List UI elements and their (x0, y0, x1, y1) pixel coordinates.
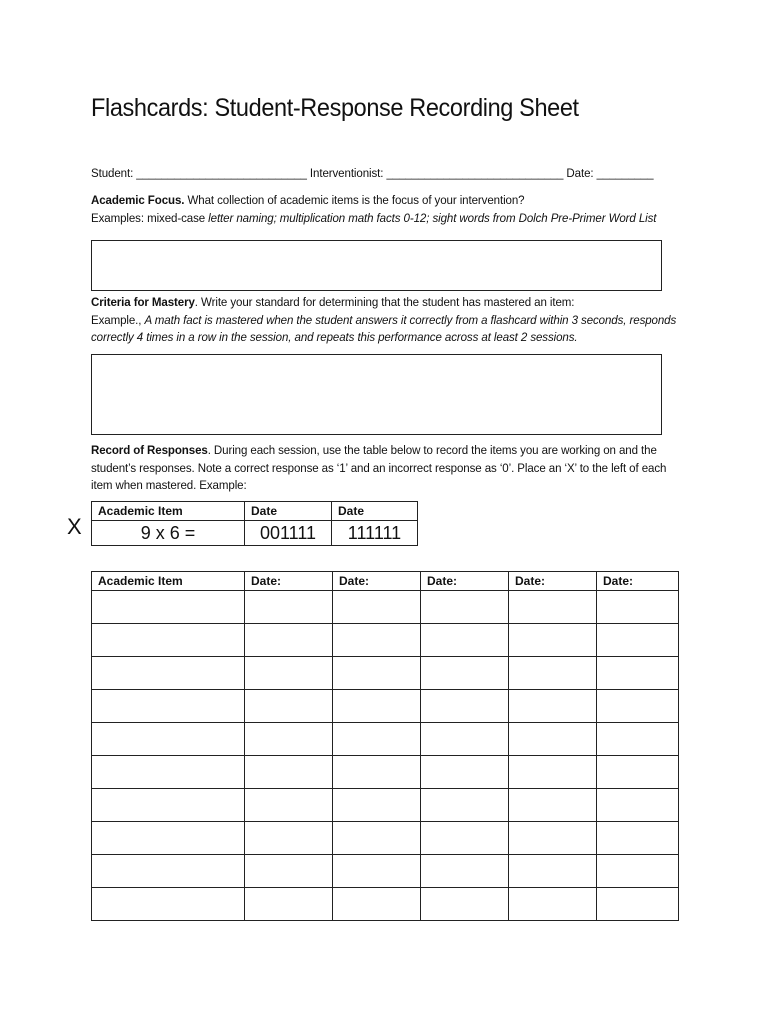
academic-item-cell[interactable] (92, 723, 245, 756)
record-table-body (92, 591, 679, 921)
table-row (92, 624, 679, 657)
record-header-date-5: Date: (597, 572, 679, 591)
record-header-date-2: Date: (333, 572, 421, 591)
response-cell[interactable] (421, 756, 509, 789)
response-cell[interactable] (509, 624, 597, 657)
table-row (92, 657, 679, 690)
response-cell[interactable] (333, 888, 421, 921)
example-table (91, 501, 418, 546)
academic-item-cell[interactable] (92, 888, 245, 921)
mastered-mark: X (67, 514, 82, 539)
record-header-item: Academic Item (92, 572, 245, 591)
response-cell[interactable] (333, 591, 421, 624)
example-table-value-row (92, 521, 418, 546)
table-row (92, 822, 679, 855)
example-table-header-row (92, 502, 418, 521)
example-date-2-value: 111111 (332, 521, 418, 546)
response-cell[interactable] (421, 690, 509, 723)
response-cell[interactable] (509, 723, 597, 756)
response-cell[interactable] (421, 855, 509, 888)
criteria-example-text1: A math fact is mastered when the student answers it correctly from a flashcard within 3 seconds, responds (144, 313, 677, 327)
record-table-header-row (92, 572, 679, 591)
criteria-prompt (91, 295, 574, 309)
header-fields: Student: ___________________________ Interventionist: ____________________________ Date: _________ (91, 166, 654, 180)
response-cell[interactable] (421, 789, 509, 822)
academic-focus-field[interactable] (91, 240, 662, 291)
criteria-example-line2: correctly 4 times in a row in the session, and repeats this performance across at least 2 sessions. (91, 330, 578, 344)
academic-focus-question: What collection of academic items is the focus of your intervention? (184, 193, 525, 207)
academic-item-cell[interactable] (92, 756, 245, 789)
response-cell[interactable] (333, 756, 421, 789)
response-cell[interactable] (245, 723, 333, 756)
example-header-date-2: Date (332, 502, 418, 521)
academic-focus-label: Academic Focus. (91, 193, 185, 207)
response-cell[interactable] (333, 657, 421, 690)
record-header-date-3: Date: (421, 572, 509, 591)
example-header-item: Academic Item (92, 502, 245, 521)
response-cell[interactable] (597, 789, 679, 822)
response-cell[interactable] (509, 657, 597, 690)
criteria-field[interactable] (91, 354, 662, 435)
response-cell[interactable] (509, 888, 597, 921)
response-cell[interactable] (333, 789, 421, 822)
record-label: Record of Responses (91, 443, 208, 457)
record-prompt-line2: student’s responses. Note a correct response as ‘1’ and an incorrect response as ‘0’. Place an ‘X’ to the left of each (91, 461, 667, 475)
academic-focus-examples-prefix: Examples: mixed-case (91, 211, 209, 225)
response-cell[interactable] (245, 657, 333, 690)
record-header-date-4: Date: (509, 572, 597, 591)
table-row (92, 789, 679, 822)
response-cell[interactable] (421, 888, 509, 921)
response-cell[interactable] (245, 756, 333, 789)
response-cell[interactable] (333, 690, 421, 723)
response-cell[interactable] (597, 723, 679, 756)
table-row (92, 888, 679, 921)
response-cell[interactable] (245, 822, 333, 855)
response-cell[interactable] (597, 822, 679, 855)
response-cell[interactable] (509, 756, 597, 789)
table-row (92, 723, 679, 756)
response-cell[interactable] (245, 789, 333, 822)
table-row (92, 855, 679, 888)
academic-item-cell[interactable] (92, 789, 245, 822)
academic-focus-examples (91, 211, 656, 225)
academic-item-cell[interactable] (92, 822, 245, 855)
table-row (92, 690, 679, 723)
response-cell[interactable] (245, 855, 333, 888)
response-cell[interactable] (597, 888, 679, 921)
response-cell[interactable] (421, 657, 509, 690)
academic-focus-examples-text: letter naming; multiplication math facts 0-12; sight words from Dolch Pre-Primer Word List (208, 211, 657, 225)
response-cell[interactable] (421, 591, 509, 624)
response-cell[interactable] (245, 690, 333, 723)
record-prompt-line1 (91, 443, 657, 457)
response-cell[interactable] (509, 855, 597, 888)
response-cell[interactable] (597, 624, 679, 657)
example-item-value: 9 x 6 = (92, 521, 245, 546)
page-title: Flashcards: Student-Response Recording Sheet (91, 94, 579, 122)
record-text1: . During each session, use the table below to record the items you are working on and the (207, 443, 657, 457)
response-cell[interactable] (597, 756, 679, 789)
example-header-date-1: Date (245, 502, 332, 521)
criteria-question: . Write your standard for determining that the student has mastered an item: (194, 295, 575, 309)
criteria-label: Criteria for Mastery (91, 295, 195, 309)
record-table (91, 571, 679, 921)
response-cell[interactable] (597, 690, 679, 723)
response-cell[interactable] (421, 822, 509, 855)
response-cell[interactable] (421, 624, 509, 657)
response-cell[interactable] (509, 690, 597, 723)
record-header-date-1: Date: (245, 572, 333, 591)
response-cell[interactable] (333, 723, 421, 756)
response-cell[interactable] (245, 591, 333, 624)
response-cell[interactable] (597, 855, 679, 888)
response-cell[interactable] (509, 789, 597, 822)
criteria-example-prefix: Example., (91, 313, 145, 327)
table-row (92, 756, 679, 789)
table-row (92, 591, 679, 624)
criteria-example-line1 (91, 313, 676, 327)
academic-item-cell[interactable] (92, 690, 245, 723)
response-cell[interactable] (245, 624, 333, 657)
record-prompt-line3: item when mastered. Example: (91, 478, 247, 492)
response-cell[interactable] (333, 855, 421, 888)
response-cell[interactable] (333, 624, 421, 657)
response-cell[interactable] (597, 591, 679, 624)
academic-item-cell[interactable] (92, 657, 245, 690)
response-cell[interactable] (421, 723, 509, 756)
academic-focus-prompt (91, 193, 524, 207)
example-date-1-value: 001111 (245, 521, 332, 546)
academic-item-cell[interactable] (92, 591, 245, 624)
response-cell[interactable] (509, 822, 597, 855)
response-cell[interactable] (509, 591, 597, 624)
response-cell[interactable] (245, 888, 333, 921)
academic-item-cell[interactable] (92, 855, 245, 888)
academic-item-cell[interactable] (92, 624, 245, 657)
response-cell[interactable] (597, 657, 679, 690)
response-cell[interactable] (333, 822, 421, 855)
